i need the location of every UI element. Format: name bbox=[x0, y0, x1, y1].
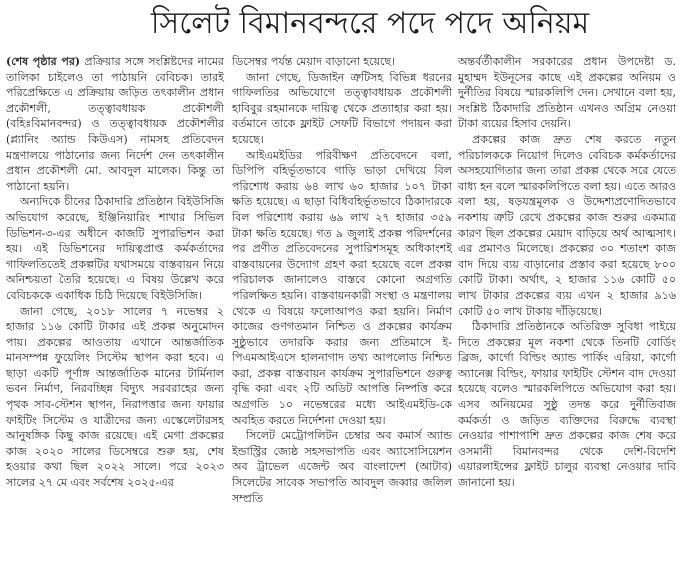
article-column-1 bbox=[6, 54, 224, 491]
paragraph: অন্যদিকে চীনের ঠিকাদারি প্রতিষ্ঠান বিইউসিজি অভিযোগ করেছে, ইঞ্জিনিয়ারিং শাখার সিভিল ডিভিশন-৩-এর অধীনে কাজটি সুপারভিশন করা হয়। এই ডিভিশনের দায়িত্বপ্রাপ্ত কর্মকর্তাদের গাফিলতিতেই প্রকল্পটির যথাসময়ে বাস্তবায়ন নিয়ে অনিশ্চয়তা তৈরি হয়েছে। এ বিষয় উল্লেখ করে বেবিচককে একাধিক চিঠি দিয়েছে বিইউসিজি। bbox=[6, 195, 224, 302]
article-headline: সিলেট বিমানবন্দরে পদে পদে অনিয়ম bbox=[150, 6, 590, 41]
paragraph: অন্তর্বর্তীকালীন সরকারের প্রধান উপদেষ্টা ড. মুহাম্মদ ইউনূসের কাছে এই প্রকল্পের অনিয়ম ও দুর্নীতির বিষয়ে স্মারকলিপি দেন। সেখানে বলা হয়, সংশ্লিষ্ট ঠিকাদারি প্রতিষ্ঠান এখনও অগ্রিম নেওয়া টাকা ব্যয়ের হিসাব দেয়নি। bbox=[458, 55, 676, 131]
continuation-marker: (শেষ পৃষ্ঠার পর) bbox=[6, 55, 81, 68]
paragraph: প্রকল্পের কাজ দ্রুত শেষ করতে নতুন পরিচালককে নিয়োগ দিলেও বেবিচক কর্মকর্তাদের অসহযোগিতার জন্য তারা প্রকল্প থেকে সরে যেতে বাধ্য হন বলে স্মারকলিপিতে বলা হয়। এতে আরও বলা হয়, ষড়যন্ত্রমূলক ও উদ্দেশ্যপ্রণোদিতভাবে নকশায় ত্রুটি রেখে প্রকল্পের কাজ শুরুর একমাত্র কারণ ছিল প্রকল্পের মেয়াদ বাড়িয়ে অর্থ আত্মসাৎ। এর প্রমাণও মিলেছে। প্রকল্পের ৩০ শতাংশ কাজ বাদ দিয়ে ব্যয় বাড়ানোর প্রস্তাব করা হয়েছে ৮০০ কোটি টাকা। অর্থাৎ, ২ হাজার ১১৬ কোটি ৫০ লাখ টাকার প্রকল্পের ব্যয় এখন ২ হাজার ৯১৬ কোটি ৫০ লাখ টাকায় দাঁড়িয়েছে। bbox=[458, 132, 676, 318]
paragraph bbox=[6, 54, 224, 194]
article-column-2 bbox=[232, 54, 452, 506]
paragraph: আইএমইডির পরিবীক্ষণ প্রতিবেদনে বলা, ডিপিপি বহির্ভূতভাবে গাড়ি ভাড়া দেখিয়ে বিল পরিশোধ করায় ৬৪ লাখ ৬০ হাজার ১০৭ টাকা ক্ষতি হয়েছে। এ ছাড়া বিধিবহির্ভূতভাবে ঠিকাদারকে বিল পরিশোধ করায় ৬৯ লাখ ২৭ হাজার ৩৫৯ টাকা ক্ষতি হয়েছে। গত ৯ জুলাই প্রকল্প পরিদর্শনের পর প্রণীত প্রতিবেদনের সুপারিশসমূহ অধিকাংশই বাস্তবায়নের উদ্যোগ গ্রহণ করা হয়েছে বলে প্রকল্প পরিচালক জানালেও বাস্তবে কোনো অগ্রগতি পরিলক্ষিত হয়নি। বাস্তবায়নকারী সংস্থা ও মন্ত্রণালয় থেকে এ বিষয়ে ফলোআপও করা হয়নি। নির্মাণ কাজের গুণগতমান নিশ্চিত ও প্রকল্পের কার্যক্রম সুষ্ঠুভাবে তদারকি করার জন্য প্রতিমাসে ই-পিএমআইএসে হালনাগাদ তথ্য আপলোড নিশ্চিত করা, প্রকল্প বাস্তবায়ন কার্যক্রম সুপারভিশনে গুরুত্ব বৃদ্ধি করা এবং ২টি অডিট আপত্তি নিষ্পত্তি করে অগ্রগতি ১০ নভেম্বরের মধ্যে আইএমইডি-কে অবহিত করতে নির্দেশনা দেওয়া হয়। bbox=[232, 148, 452, 427]
paragraph: জানা গেছে, ডিজাইন ত্রুটিসহ বিভিন্ন ধরনের গাফিলতির অভিযোগে তত্ত্বাবধায়ক প্রকৌশলী হাবিবুর রহমানকে দায়িত্ব থেকে প্রত্যাহার করা হয়। বর্তমানে তাকে ফ্লাইট সেফটি বিভাগে পদায়ন করা হয়েছে। bbox=[232, 70, 452, 146]
article-column-3 bbox=[458, 54, 676, 491]
paragraph: সিলেট মেট্রোপলিটন চেম্বার অব কমার্স অ্যান্ড ইন্ডাস্ট্রির জ্যেষ্ঠ সহসভাপতি এবং অ্যাসোসিয়েশন অব ট্রাভেল এজেন্ট অব বাংলাদেশ (আটাব) সিলেটের সাবেক সভাপতি আবদুল জব্বার জলিল সম্প্রতি bbox=[232, 429, 452, 505]
paragraph: ঠিকাদারি প্রতিষ্ঠানকে অতিরিক্ত সুবিধা পাইয়ে দিতে প্রকল্পের মূল নকশা থেকে তিনটি বোর্ডিং ব্রিজ, কার্গো বিল্ডিং অ্যান্ড পার্কিং এরিয়া, কার্গো অ্যানেক্স বিল্ডিং, ফায়ার ফাইটিং স্টেশন বাদ দেওয়া হয়েছে বলেও স্মারকলিপিতে অভিযোগ করা হয়। এসব অনিয়মের সুষ্ঠু তদন্ত করে দুর্নীতিবাজ কর্মকর্তা ও জড়িত ব্যক্তিদের বিরুদ্ধে ব্যবস্থা নেওয়ার পাশাপাশি দ্রুত প্রকল্পের কাজ শেষ করে ওসমানী বিমানবন্দর থেকে দেশি-বিদেশি এয়ারলাইন্সের ফ্লাইট চালুর ব্যবস্থা নেওয়ার দাবি জানানো হয়। bbox=[458, 320, 676, 490]
paragraph: ডিসেম্বর পর্যন্ত মেয়াদ বাড়ানো হয়েছে। bbox=[232, 55, 396, 68]
paragraph-text: প্রক্রিয়ার সঙ্গে সংশ্লিষ্টদের নামের তালিকা চাইলেও তা পাঠায়নি বেবিচক। তারই পরিপ্রেক্ষিতে এ প্রক্রিয়ায় জড়িত তৎকালীন প্রধান প্রকৌশলী, তত্ত্বাবধায়ক প্রকৌশলী (বহিঃবিমানবন্দর) ও তত্ত্বাবধায়ক প্রকৌশলীর (প্ল্যানিং অ্যান্ড কিউএস) নামসহ প্রতিবেদন মন্ত্রণালয়ে পাঠানোর জন্য নির্দেশ দেন তৎকালীন প্রধান প্রকৌশলী মো. আবদুল মালেক। কিন্তু তা পাঠানো হয়নি। bbox=[6, 55, 224, 193]
paragraph: জানা গেছে, ২০১৮ সালের ৭ নভেম্বর ২ হাজার ১১৬ কোটি টাকার এই প্রকল্প অনুমোদন পায়। প্রকল্পের আওতায় এখানে আন্তর্জাতিক মানসম্পন্ন ফুয়েলিং সিস্টেম স্থাপন করা হবে। এ ছাড়া একটি পূর্ণাঙ্গ আন্তর্জাতিক মানের টার্মিনাল ভবন নির্মাণ, নিরবচ্ছিন্ন বিদ্যুৎ সরবরাহের জন্য পৃথক সাব-স্টেশন স্থাপন, নিরাপত্তার জন্য ফায়ার ফাইটিং সিস্টেম ও যাত্রীদের জন্য এস্কেলেটারসহ আনুষঙ্গিক কিছু কাজ রয়েছে। এই মেগা প্রকল্পের কাজ ২০২০ সালের ডিসেম্বরে শুরু হয়, শেষ হওয়ার কথা ছিল ২০২২ সালে। পরে ২০২৩ সালের ২৭ মে এবং সর্বশেষ ২০২৫-এর bbox=[6, 304, 224, 490]
